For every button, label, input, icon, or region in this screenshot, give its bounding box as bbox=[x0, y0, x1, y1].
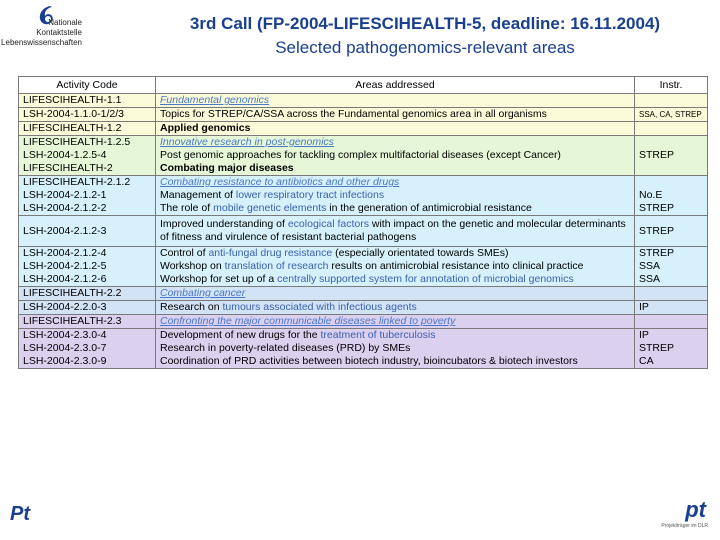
area-segment: The role of bbox=[160, 202, 214, 214]
instrument bbox=[639, 94, 703, 107]
area-segment: Control of bbox=[160, 247, 209, 259]
table-row bbox=[19, 287, 708, 301]
area-link[interactable]: Confronting the major communicable diseases linked to poverty bbox=[160, 315, 456, 327]
instrument-cell bbox=[635, 94, 708, 108]
activity-code-cell bbox=[19, 108, 156, 122]
area-cell bbox=[156, 176, 635, 216]
activity-code-cell bbox=[19, 287, 156, 301]
highlight-text: ecological factors bbox=[287, 218, 369, 230]
instrument-cell bbox=[635, 301, 708, 315]
nks-logo bbox=[1, 4, 82, 50]
instrument-cell bbox=[635, 216, 708, 247]
table-row bbox=[19, 216, 708, 247]
instrument: No.E bbox=[639, 189, 663, 201]
title-line2: Selected pathogenomics-relevant areas bbox=[275, 38, 575, 57]
instrument: STREP bbox=[639, 202, 675, 214]
instrument: STREP bbox=[639, 149, 675, 161]
area-segment: Workshop on bbox=[160, 260, 225, 272]
logo-line3: Lebenswissenschaften bbox=[1, 38, 82, 47]
area-segment: (especially orientated towards SMEs) bbox=[332, 247, 509, 259]
highlight-text: translation of research bbox=[224, 260, 329, 272]
activity-code: LSH-2004-1.2.5-4 bbox=[23, 149, 107, 161]
table-row bbox=[19, 329, 708, 369]
activity-code: LIFESCIHEALTH-2.3 bbox=[23, 315, 122, 327]
highlight-text: tumours associated with infectious agents bbox=[222, 301, 417, 313]
highlight-text: lower respiratory tract infections bbox=[235, 189, 385, 201]
activity-code: LIFESCIHEALTH-2 bbox=[23, 162, 113, 174]
area-link[interactable]: Fundamental genomics bbox=[160, 94, 270, 106]
area-text bbox=[160, 149, 630, 162]
logo-line2: Kontaktstelle bbox=[36, 28, 82, 37]
table-row bbox=[19, 315, 708, 329]
area-text bbox=[160, 247, 630, 260]
instrument bbox=[639, 136, 703, 149]
activity-code: LIFESCIHEALTH-2.1.2 bbox=[23, 176, 131, 188]
area-segment: Research in poverty-related diseases (PRD) by SMEs bbox=[160, 342, 411, 354]
area-link[interactable]: Innovative research in post-genomics bbox=[160, 136, 334, 148]
table-row bbox=[19, 247, 708, 287]
title-line1: 3rd Call (FP-2004-LIFESCIHEALTH-5, deadline: 16.11.2004) bbox=[189, 14, 661, 33]
activity-code: LIFESCIHEALTH-1.2 bbox=[23, 122, 122, 134]
table-row bbox=[19, 176, 708, 216]
table-row bbox=[19, 108, 708, 122]
activity-code: LIFESCIHEALTH-1.2.5 bbox=[23, 136, 131, 148]
instrument-cell bbox=[635, 287, 708, 301]
header-instrument: Instr. bbox=[635, 77, 708, 94]
table-row bbox=[19, 136, 708, 176]
instrument bbox=[639, 162, 703, 175]
area-segment: Workshop for set up of a bbox=[160, 273, 278, 285]
activity-code-cell bbox=[19, 247, 156, 287]
activity-code: LSH-2004-2.1.2-1 bbox=[23, 189, 107, 201]
instrument bbox=[639, 315, 703, 328]
area-text bbox=[160, 136, 630, 149]
activity-code: LIFESCIHEALTH-1.1 bbox=[23, 94, 122, 106]
instrument bbox=[639, 287, 703, 300]
instrument-cell bbox=[635, 247, 708, 287]
area-text bbox=[160, 218, 630, 244]
area-text bbox=[160, 273, 630, 286]
area-text bbox=[160, 94, 630, 107]
header-activity-code: Activity Code bbox=[19, 77, 156, 94]
instrument: STREP bbox=[639, 224, 675, 237]
area-segment: Improved understanding of bbox=[160, 218, 288, 230]
area-segment: Combating major diseases bbox=[160, 162, 294, 174]
instrument: SSA bbox=[639, 260, 661, 272]
area-text bbox=[160, 260, 630, 273]
activity-code: LSH-2004-2.1.2-2 bbox=[23, 202, 107, 214]
activity-code: LSH-2004-2.1.2-5 bbox=[23, 260, 107, 272]
instrument-cell bbox=[635, 122, 708, 136]
pt-logo-text: Pt bbox=[10, 503, 30, 525]
activity-code-cell bbox=[19, 216, 156, 247]
instrument-cell bbox=[635, 108, 708, 122]
area-segment: Applied genomics bbox=[160, 122, 251, 134]
area-segment: Coordination of PRD activities between biotech industry, bioincubators & biotech investors bbox=[160, 355, 578, 367]
instrument: STREP bbox=[639, 342, 675, 354]
area-text bbox=[160, 342, 630, 355]
area-segment: Post genomic approaches for tackling complex multifactorial diseases (except Cancer) bbox=[160, 149, 561, 161]
area-link[interactable]: Combating cancer bbox=[160, 287, 246, 299]
area-text bbox=[160, 189, 630, 202]
activity-code: LSH-2004-2.3.0-4 bbox=[23, 329, 107, 341]
area-text bbox=[160, 355, 630, 368]
area-text bbox=[160, 162, 630, 175]
pt-dlr-logo bbox=[660, 497, 708, 533]
instrument-cell bbox=[635, 315, 708, 329]
area-text bbox=[160, 329, 630, 342]
area-text bbox=[160, 287, 630, 300]
page-title bbox=[140, 14, 710, 58]
area-segment: results on antimicrobial resistance into clinical practice bbox=[328, 260, 584, 272]
activity-code: LSH-2004-2.3.0-7 bbox=[23, 342, 107, 354]
area-segment: Management of bbox=[160, 189, 236, 201]
instrument-cell bbox=[635, 176, 708, 216]
instrument-cell bbox=[635, 136, 708, 176]
instrument: SSA, CA, STREP bbox=[639, 110, 702, 119]
area-text bbox=[160, 315, 630, 328]
area-cell bbox=[156, 329, 635, 369]
activity-code-cell bbox=[19, 301, 156, 315]
area-cell bbox=[156, 216, 635, 247]
logo-text bbox=[1, 18, 82, 48]
activity-code-cell bbox=[19, 315, 156, 329]
table-row bbox=[19, 301, 708, 315]
table-row bbox=[19, 94, 708, 108]
activity-code: LSH-2004-2.1.2-4 bbox=[23, 247, 107, 259]
area-link[interactable]: Combating resistance to antibiotics and other drugs bbox=[160, 176, 400, 188]
area-segment: Development of new drugs for the bbox=[160, 329, 321, 341]
activity-code: LIFESCIHEALTH-2.2 bbox=[23, 287, 122, 299]
activity-code: LSH-2004-2.1.2-6 bbox=[23, 273, 107, 285]
logo-line1: Nationale bbox=[48, 18, 82, 27]
activity-code-cell bbox=[19, 176, 156, 216]
highlight-text: treatment of tuberculosis bbox=[320, 329, 436, 341]
highlight-text: centrally supported system for annotation of microbial genomics bbox=[277, 273, 574, 285]
area-cell bbox=[156, 94, 635, 108]
activity-code-cell bbox=[19, 136, 156, 176]
instrument: IP bbox=[639, 329, 649, 341]
activity-code: LSH-2004-2.3.0-9 bbox=[23, 355, 107, 367]
activity-code: LSH-2004-2.1.2-3 bbox=[23, 224, 107, 237]
activity-code-cell bbox=[19, 329, 156, 369]
area-cell bbox=[156, 287, 635, 301]
area-segment: with impact on the genetic and molecular determinants of fitness and virulence of resistant bacterial pathogens bbox=[160, 218, 626, 243]
instrument: SSA bbox=[639, 273, 661, 285]
area-text bbox=[160, 202, 630, 215]
header-areas-addressed: Areas addressed bbox=[156, 77, 635, 94]
area-segment: in the generation of antimicrobial resistance bbox=[326, 202, 532, 214]
areas-table-body bbox=[19, 77, 708, 369]
instrument: CA bbox=[639, 355, 654, 367]
activity-code-cell bbox=[19, 122, 156, 136]
activity-code: LSH-2004-2.2.0-3 bbox=[23, 301, 107, 313]
highlight-text: mobile genetic elements bbox=[213, 202, 327, 214]
area-cell bbox=[156, 301, 635, 315]
instrument bbox=[639, 122, 703, 135]
instrument: STREP bbox=[639, 247, 675, 259]
area-text bbox=[160, 122, 630, 135]
activity-code: LSH-2004-1.1.0-1/2/3 bbox=[23, 108, 124, 120]
area-text bbox=[160, 176, 630, 189]
activity-code-cell bbox=[19, 94, 156, 108]
area-cell bbox=[156, 122, 635, 136]
instrument: IP bbox=[639, 301, 649, 313]
area-cell bbox=[156, 108, 635, 122]
pt-dlr-logo-mark: pt bbox=[685, 497, 706, 522]
highlight-text: anti-fungal drug resistance bbox=[208, 247, 333, 259]
area-text bbox=[160, 108, 630, 121]
pt-dlr-logo-subtitle: Projektträger im DLR bbox=[661, 523, 708, 529]
area-segment: Research on bbox=[160, 301, 223, 313]
area-cell bbox=[156, 315, 635, 329]
table-header-row bbox=[19, 77, 708, 94]
instrument bbox=[639, 176, 703, 189]
area-cell bbox=[156, 136, 635, 176]
areas-table bbox=[18, 76, 708, 369]
table-row bbox=[19, 122, 708, 136]
instrument-cell bbox=[635, 329, 708, 369]
pt-logo bbox=[10, 503, 30, 526]
area-text bbox=[160, 301, 630, 314]
area-segment: Topics for STREP/CA/SSA across the Fundamental genomics area in all organisms bbox=[160, 108, 547, 120]
area-cell bbox=[156, 247, 635, 287]
